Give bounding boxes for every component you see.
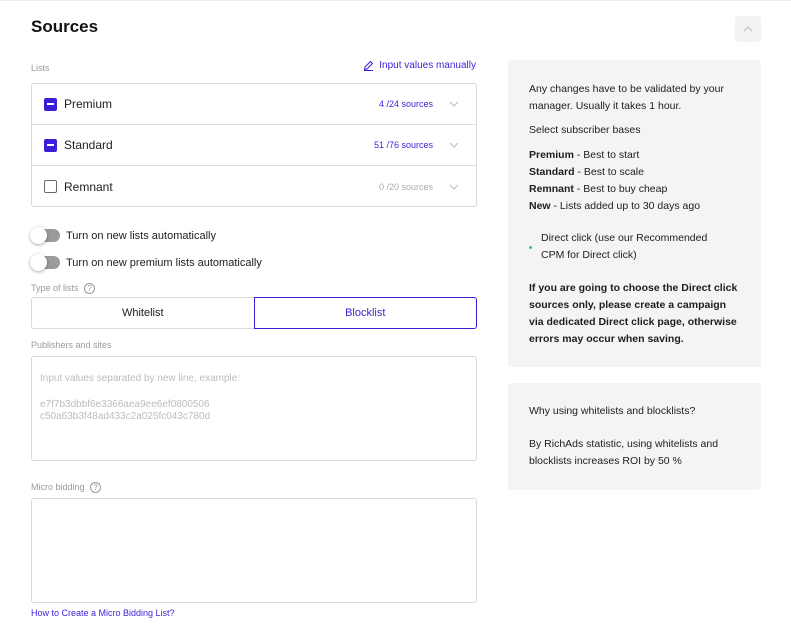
collapse-button[interactable] bbox=[735, 16, 761, 42]
placeholder-text: Input values separated by new line, example: bbox=[40, 373, 241, 384]
top-divider bbox=[0, 0, 791, 1]
micro-bidding-help-link[interactable]: How to Create a Micro Bidding List? bbox=[31, 608, 175, 618]
blocklist-option[interactable]: Blocklist bbox=[254, 297, 478, 329]
toggle-label: Turn on new lists automatically bbox=[66, 229, 216, 242]
lists-box bbox=[31, 83, 477, 207]
question-icon[interactable]: ? bbox=[84, 283, 95, 294]
sources-count: 51 /76 sources bbox=[373, 140, 433, 150]
auto-premium-lists-toggle[interactable] bbox=[31, 256, 60, 269]
placeholder-example: e7f7b3dbbf6e3366aea9ee6ef0800506 bbox=[40, 399, 210, 410]
chevron-down-icon[interactable] bbox=[446, 137, 462, 153]
sources-count: 4 /24 sources bbox=[378, 99, 433, 109]
list-name: Standard bbox=[64, 138, 113, 152]
standard-checkbox[interactable] bbox=[44, 139, 57, 152]
pencil-icon bbox=[363, 60, 374, 71]
placeholder-example: c50a63b3f48ad433c2a025fc043c780d bbox=[40, 411, 211, 422]
base-item: New - Lists added up to 30 days ago bbox=[529, 200, 701, 212]
question-icon[interactable]: ? bbox=[90, 482, 101, 493]
list-row-standard[interactable] bbox=[32, 125, 476, 166]
input-values-manually-label: Input values manually bbox=[379, 60, 476, 71]
direct-click-warning: If you are going to choose the Direct click sources only, please create a campaign via dedicated Direct click page, otherwise errors may occur when saving. bbox=[529, 282, 738, 345]
auto-lists-toggle[interactable] bbox=[31, 229, 60, 242]
premium-checkbox[interactable] bbox=[44, 98, 57, 111]
chevron-down-icon[interactable] bbox=[446, 96, 462, 112]
chevron-down-icon[interactable] bbox=[446, 179, 462, 195]
base-item: Remnant - Best to buy cheap bbox=[529, 183, 668, 195]
list-name: Remnant bbox=[64, 179, 113, 194]
direct-click-note: Direct click (use our Recommended CPM for Direct click) bbox=[529, 230, 740, 264]
chevron-up-icon bbox=[743, 26, 753, 32]
list-name: Premium bbox=[64, 97, 113, 111]
micro-bidding-text: Micro bidding bbox=[31, 482, 85, 492]
remnant-checkbox[interactable] bbox=[44, 180, 57, 193]
whitelist-option[interactable]: Whitelist bbox=[31, 297, 254, 329]
page-title: Sources bbox=[31, 17, 99, 36]
base-item: Premium - Best to start bbox=[529, 149, 640, 161]
type-of-lists-label bbox=[31, 283, 95, 294]
micro-bidding-label bbox=[31, 482, 101, 493]
info-panel bbox=[508, 60, 761, 367]
list-row-premium[interactable] bbox=[32, 84, 476, 125]
toggle-label: Turn on new premium lists automatically bbox=[66, 256, 262, 269]
publishers-label: Publishers and sites bbox=[31, 340, 112, 350]
publishers-input[interactable] bbox=[31, 356, 477, 461]
lists-label: Lists bbox=[31, 63, 50, 73]
list-type-selector bbox=[31, 297, 477, 329]
micro-bidding-input[interactable] bbox=[31, 498, 477, 603]
sources-count: 0 /20 sources bbox=[378, 181, 433, 192]
base-item: Standard - Best to scale bbox=[529, 166, 644, 178]
input-values-manually-link[interactable] bbox=[363, 60, 476, 71]
status-dot-icon bbox=[529, 246, 532, 249]
auto-lists-toggle-row[interactable] bbox=[31, 229, 216, 242]
list-row-remnant[interactable] bbox=[32, 166, 476, 207]
type-of-lists-text: Type of lists bbox=[31, 283, 79, 293]
whitelist-info-panel bbox=[508, 383, 761, 490]
whitelist-question: Why using whitelists and blocklists? bbox=[529, 405, 696, 417]
validation-note: Any changes have to be validated by your manager. Usually it takes 1 hour. bbox=[529, 83, 724, 112]
whitelist-answer: By RichAds statistic, using whitelists and blocklists increases ROI by 50 % bbox=[529, 438, 719, 467]
select-bases-heading: Select subscriber bases bbox=[529, 124, 641, 136]
auto-premium-lists-toggle-row[interactable] bbox=[31, 256, 262, 269]
